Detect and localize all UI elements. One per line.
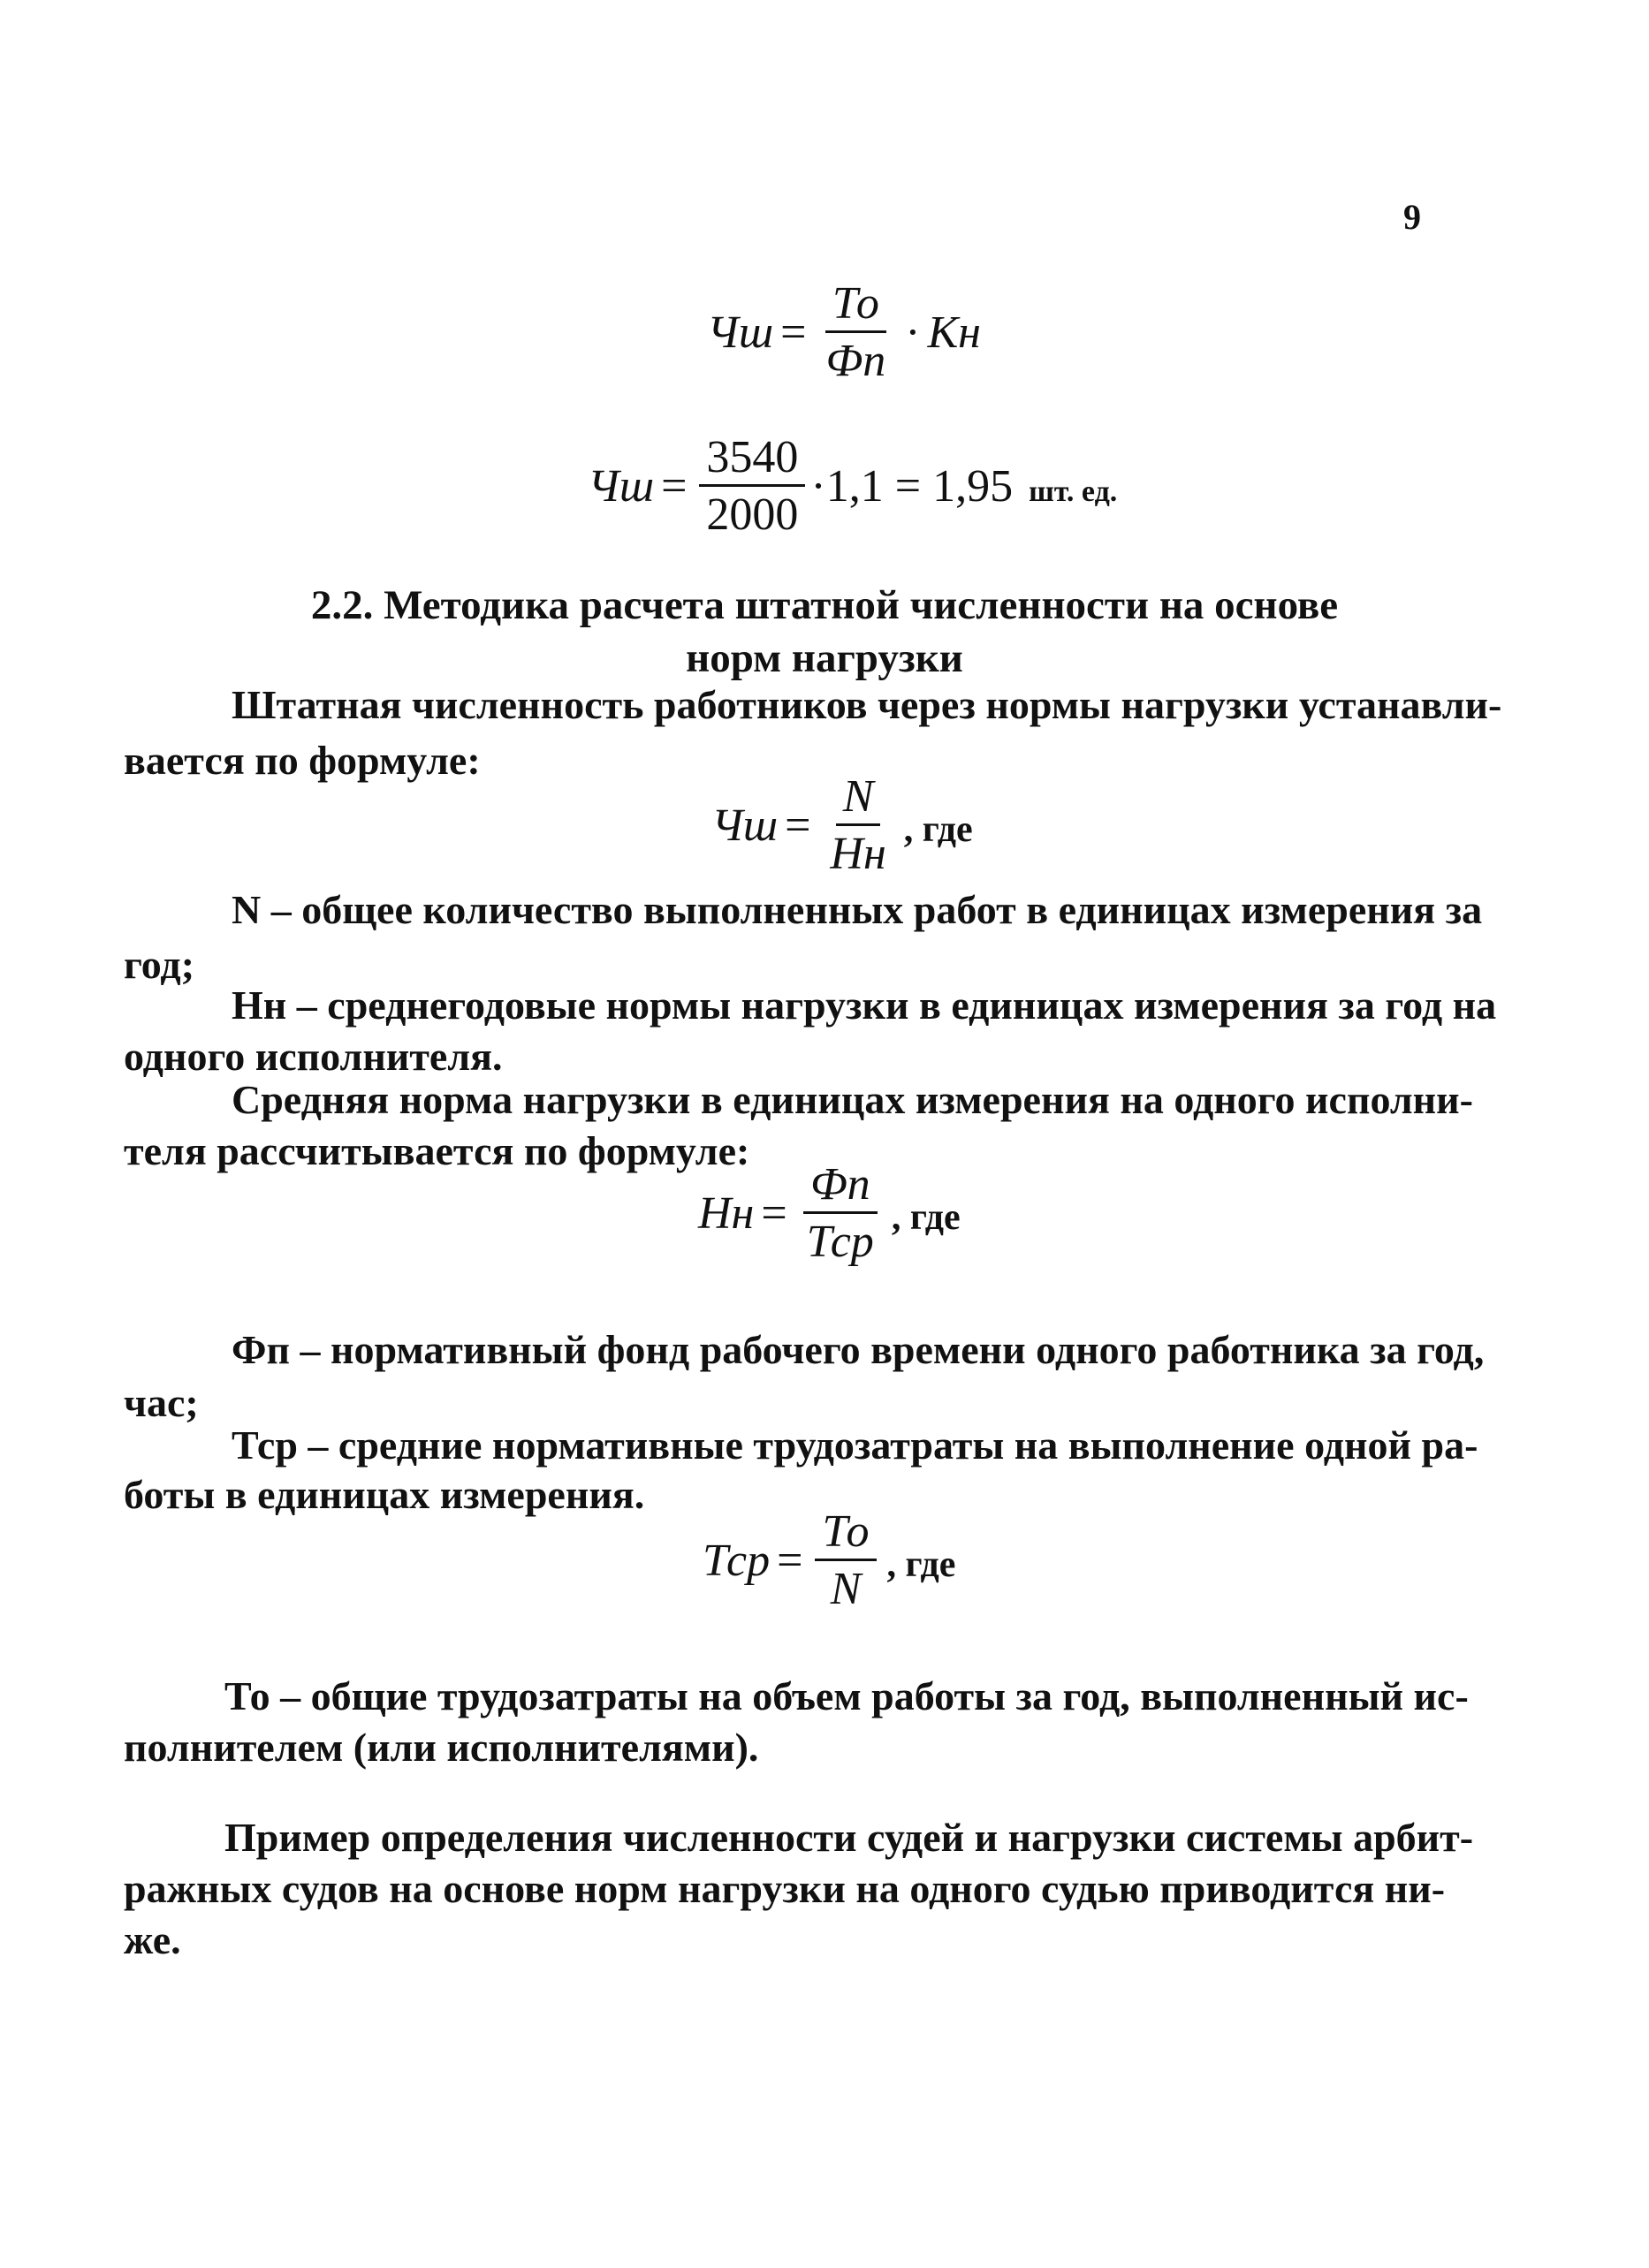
formula-equals: =	[761, 1188, 787, 1239]
formula-lhs: Чш	[707, 307, 774, 358]
definition-line: То – общие трудозатраты на объем работы за год, выполненный ис-	[224, 1673, 1469, 1718]
paragraph-line: теля рассчитывается по формуле:	[124, 1128, 750, 1173]
paragraph-line: ражных судов на основе норм нагрузки на одного судью приводится ни-	[124, 1866, 1446, 1911]
formula-dot: ·	[905, 307, 921, 358]
fraction-denominator: Тср	[806, 1217, 874, 1267]
formula-average-labor	[703, 1506, 956, 1614]
formula-equals: =	[661, 461, 688, 512]
formula-equals: =	[785, 800, 811, 851]
paragraph-line: же.	[124, 1917, 181, 1962]
heading-line-1: 2.2. Методика расчета штатной численности на основе	[310, 582, 1339, 628]
fraction-denominator: Нн	[830, 829, 886, 879]
definition-line: N – общее количество выполненных работ в единицах измерения за	[232, 887, 1483, 932]
definition-line: одного исполнителя.	[124, 1034, 503, 1079]
fraction-numerator: То	[825, 281, 886, 333]
definition-line: Тср – средние нормативные трудозатраты на выполнение одной ра-	[232, 1422, 1478, 1468]
page-number: 9	[1403, 197, 1421, 237]
formula-equals: =	[780, 307, 807, 358]
formula-fraction	[699, 432, 805, 540]
fraction-denominator: Фп	[825, 336, 886, 386]
paragraph-line: Пример определения численности судей и нагрузки системы арбит-	[224, 1815, 1474, 1860]
formula-fraction	[818, 278, 893, 386]
formula-staff-count-general	[707, 278, 981, 386]
formula-equals: =	[777, 1536, 803, 1586]
definition-line: год;	[124, 942, 195, 987]
formula-unit: шт. ед.	[1029, 474, 1118, 508]
definition-line: час;	[124, 1380, 199, 1425]
fraction-numerator: Фп	[803, 1162, 878, 1214]
formula-lhs: Нн	[698, 1188, 755, 1239]
fraction-numerator: N	[836, 774, 881, 826]
paragraph-line: Штатная численность работников через нормы нагрузки устанавли-	[232, 682, 1502, 727]
fraction-denominator: N	[830, 1564, 862, 1614]
definition-line: полнителем (или исполнителями).	[124, 1725, 759, 1770]
definition-line: Фп – нормативный фонд рабочего времени одного работника за год,	[232, 1327, 1485, 1372]
section-heading	[177, 579, 1472, 685]
formula-fraction	[823, 771, 893, 879]
formula-lhs: Чш	[588, 461, 655, 512]
heading-line-2: норм нагрузки	[686, 635, 963, 681]
formula-staff-count-example	[588, 432, 1118, 540]
definition-line: Нн – среднегодовые нормы нагрузки в единицах измерения за год на	[232, 982, 1497, 1028]
formula-result: ·1,1 = 1,95	[810, 461, 1014, 512]
formula-average-norm	[698, 1159, 961, 1267]
formula-staff-count-norms	[711, 771, 973, 879]
formula-lhs: Чш	[711, 800, 779, 851]
fraction-numerator: 3540	[699, 435, 805, 487]
definition-line: боты в единицах измерения.	[124, 1472, 645, 1517]
formula-lhs: Тср	[703, 1536, 771, 1586]
formula-suffix: , где	[891, 1196, 961, 1238]
formula-fraction	[815, 1506, 876, 1614]
formula-fraction	[800, 1159, 881, 1267]
fraction-numerator: То	[815, 1509, 876, 1561]
formula-suffix: , где	[886, 1544, 956, 1585]
formula-factor: Кн	[927, 307, 981, 358]
formula-suffix: , где	[903, 808, 973, 850]
paragraph-line: Средняя норма нагрузки в единицах измерения на одного исполни-	[232, 1077, 1473, 1122]
fraction-denominator: 2000	[706, 489, 799, 540]
paragraph-line: вается по формуле:	[124, 738, 481, 783]
